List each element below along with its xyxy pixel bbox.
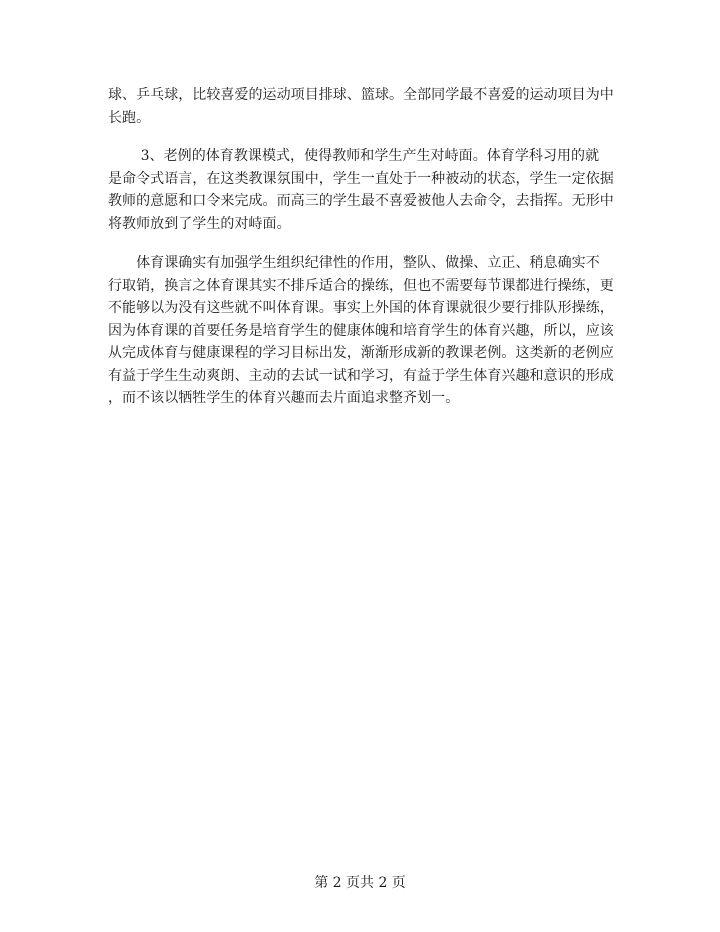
text-line: 3、老例的体育教课模式，使得教师和学生产生对峙面。体育学科习用的就: [108, 148, 600, 164]
text-line: 球、乒乓球，比较喜爱的运动项目排球、篮球。全部同学最不喜爱的运动项目为中: [108, 87, 614, 103]
text-line: 有益于学生生动爽朗、主动的去试一试和学习，有益于学生体育兴趣和意识的形成: [108, 367, 614, 384]
page-number: 第 2 页共 2 页: [314, 875, 406, 891]
paragraph: [108, 145, 614, 235]
document-body: [108, 84, 614, 410]
text-line: 行取销，换言之体育课其实不排斥适合的操练，但也不需要每节课都进行操练，更: [108, 277, 614, 294]
paragraph: [108, 252, 614, 410]
text-line: ，而不该以牺牲学生的体育兴趣而去片面追求整齐划一。: [108, 390, 460, 406]
text-line: 从完成体育与健康课程的学习目标出发，渐渐形成新的教课老例。这类新的老例应: [108, 345, 614, 361]
text-line: 不能够以为没有这些就不叫体育课。事实上外国的体育课就很少要行排队形操练，: [108, 300, 614, 316]
text-line: 因为体育课的首要任务是培育学生的健康体魄和培育学生的体育兴趣，所以，应该: [108, 322, 614, 339]
text-line: 教师的意愿和口令来完成。而高三的学生最不喜爱被他人去命令，去指挥。无形中: [108, 193, 614, 209]
text-line: 长跑。: [108, 109, 151, 126]
text-line: 将教师放到了学生的对峙面。: [108, 215, 291, 232]
paragraph: [108, 84, 614, 129]
text-line: 体育课确实有加强学生组织纪律性的作用，整队、做操、立正、稍息确实不: [108, 255, 600, 271]
text-line: 是命令式语言，在这类教课氛围中，学生一直处于一种被动的状态，学生一定依据: [108, 170, 614, 187]
